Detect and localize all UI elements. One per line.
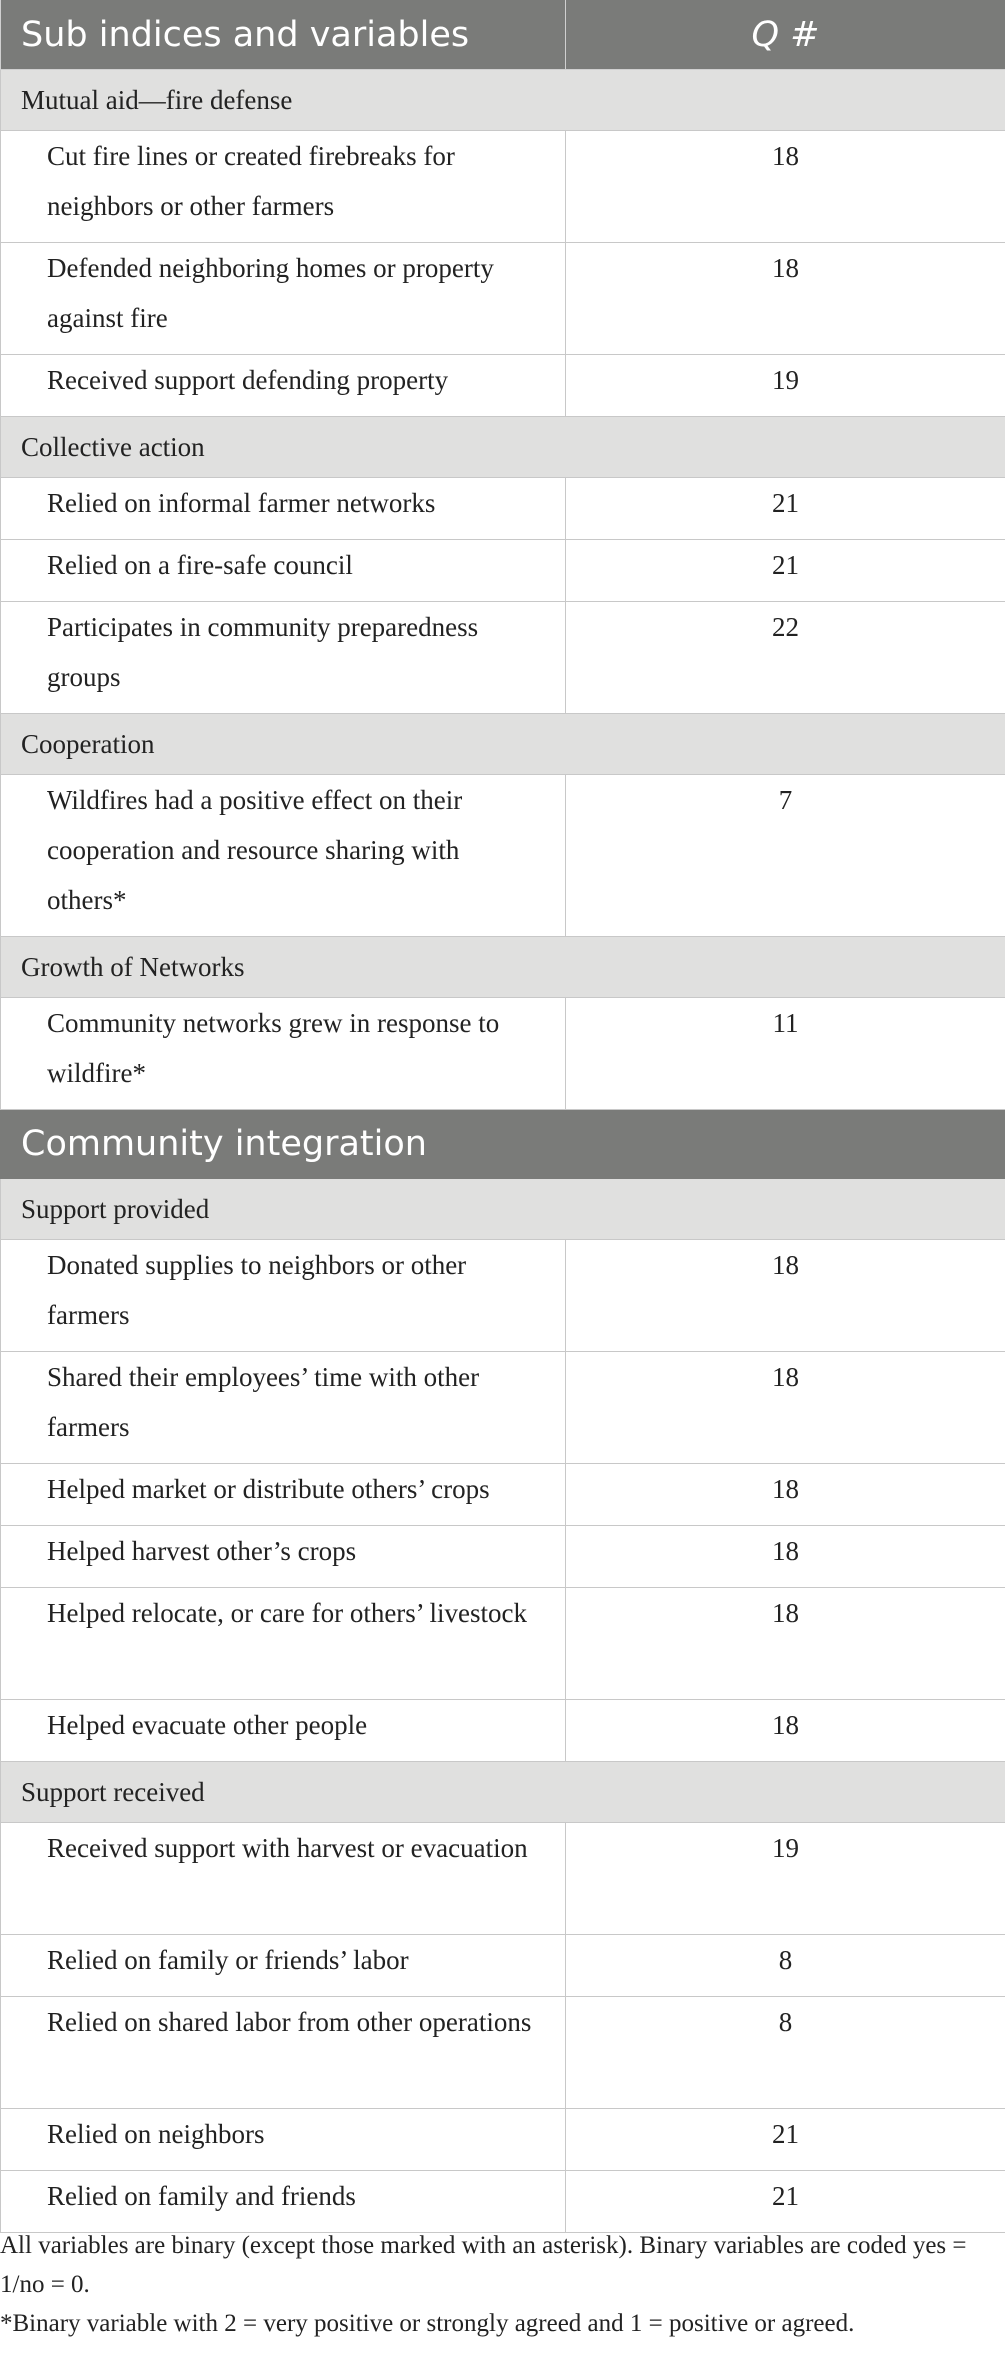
variable-cell: Helped market or distribute others’ crops [1,1464,566,1526]
table-row [1,1700,1005,1762]
variable-cell: Relied on neighbors [1,2109,566,2171]
table-row [1,1823,1005,1935]
question-cell: 21 [566,478,1005,540]
variable-cell: Relied on a fire-safe council [1,540,566,602]
table-row [1,1526,1005,1588]
table-row [1,602,1005,714]
table-row [1,1464,1005,1526]
table-row [1,2171,1005,2233]
question-cell: 8 [566,1997,1005,2109]
variable-cell: Relied on family or friends’ labor [1,1935,566,1997]
table-row [1,131,1005,243]
question-cell: 18 [566,1352,1005,1464]
header-subindices: Sub indices and variables [1,0,566,70]
question-cell: 21 [566,540,1005,602]
table-row [1,1935,1005,1997]
section-label: Community integration [1,1110,1005,1179]
table-row [1,1352,1005,1464]
variable-cell: Wildfires had a positive effect on their cooperation and resource sharing with others* [1,775,566,937]
variable-cell: Received support with harvest or evacuation [1,1823,566,1935]
table-row [1,775,1005,937]
question-cell: 22 [566,602,1005,714]
table-row [1,998,1005,1110]
question-cell: 8 [566,1935,1005,1997]
group-label: Support received [1,1762,1005,1823]
table-row [1,478,1005,540]
question-cell: 18 [566,1464,1005,1526]
variable-cell: Relied on family and friends [1,2171,566,2233]
group-label: Mutual aid—fire defense [1,70,1005,131]
question-cell: 18 [566,131,1005,243]
variable-cell: Donated supplies to neighbors or other farmers [1,1240,566,1352]
header-question-number: Q # [566,0,1005,70]
question-cell: 18 [566,243,1005,355]
table-row [1,1997,1005,2109]
group-row-collective-action [1,417,1005,478]
group-label: Support provided [1,1179,1005,1240]
group-row-support-provided [1,1179,1005,1240]
section-row-community-integration [1,1110,1005,1179]
variable-cell: Cut fire lines or created firebreaks for neighbors or other farmers [1,131,566,243]
group-row-support-received [1,1762,1005,1823]
variable-cell: Helped evacuate other people [1,1700,566,1762]
footnote-binary-coding: All variables are binary (except those marked with an asterisk). Binary variables are coded yes = 1/no = 0. [0,2232,967,2298]
variable-cell: Community networks grew in response to wildfire* [1,998,566,1110]
group-row-growth-networks [1,937,1005,998]
variable-cell: Received support defending property [1,355,566,417]
footnote-asterisk: *Binary variable with 2 = very positive or strongly agreed and 1 = positive or agreed. [0,2310,855,2337]
group-label: Collective action [1,417,1005,478]
variable-cell: Helped relocate, or care for others’ livestock [1,1588,566,1700]
table-row [1,1240,1005,1352]
table-row [1,243,1005,355]
variable-cell: Defended neighboring homes or property against fire [1,243,566,355]
table-row [1,355,1005,417]
question-cell: 19 [566,355,1005,417]
variable-cell: Helped harvest other’s crops [1,1526,566,1588]
group-label: Growth of Networks [1,937,1005,998]
table-row [1,1588,1005,1700]
table-row [1,2109,1005,2171]
table-row [1,540,1005,602]
variable-cell: Relied on shared labor from other operations [1,1997,566,2109]
question-cell: 18 [566,1588,1005,1700]
question-cell: 21 [566,2171,1005,2233]
question-cell: 11 [566,998,1005,1110]
table-footnotes [0,2226,1005,2343]
group-row-cooperation [1,714,1005,775]
question-cell: 18 [566,1526,1005,1588]
table-header-row [1,0,1005,70]
variable-cell: Relied on informal farmer networks [1,478,566,540]
variable-cell: Shared their employees’ time with other farmers [1,1352,566,1464]
question-cell: 19 [566,1823,1005,1935]
variable-cell: Participates in community preparedness groups [1,602,566,714]
question-cell: 18 [566,1240,1005,1352]
group-label: Cooperation [1,714,1005,775]
question-cell: 18 [566,1700,1005,1762]
question-cell: 21 [566,2109,1005,2171]
question-cell: 7 [566,775,1005,937]
group-row-mutual-aid [1,70,1005,131]
